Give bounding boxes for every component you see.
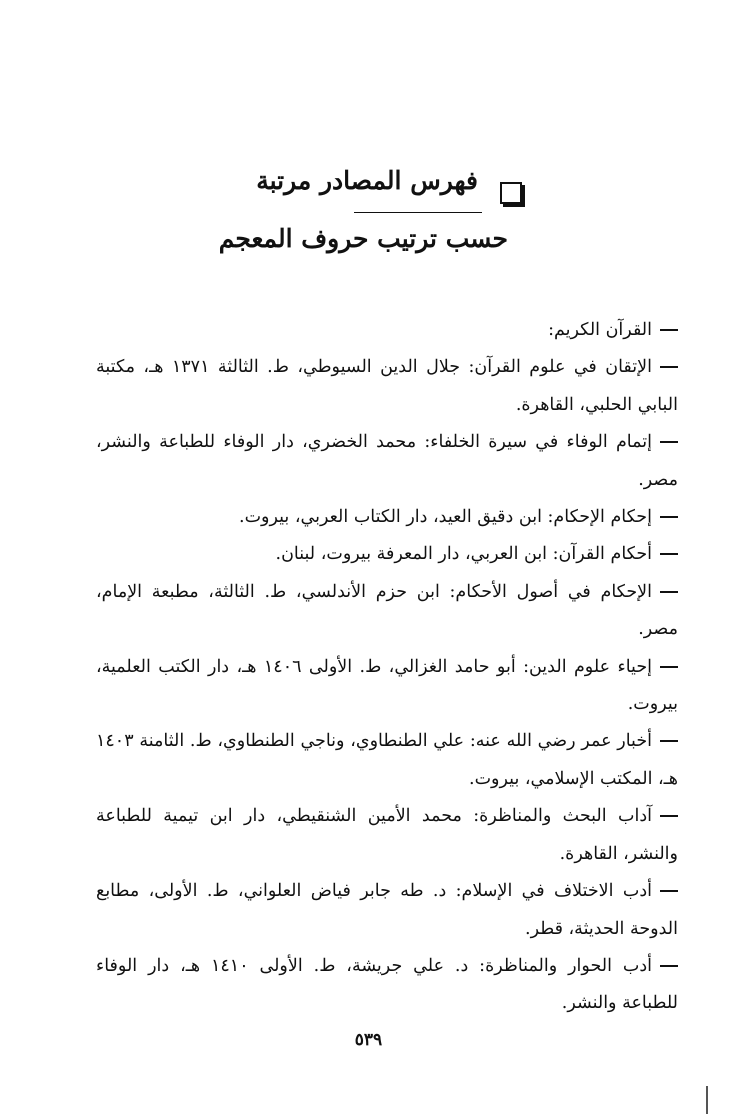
bibliography-list	[96, 312, 678, 1023]
bibliography-entry	[96, 536, 678, 573]
dash-bullet-icon	[660, 516, 678, 518]
chapter-title-line-1: فهرس المصادر مرتبة	[256, 166, 478, 195]
bibliography-entry	[96, 349, 678, 424]
dash-bullet-icon	[660, 815, 678, 817]
entry-text: إحياء علوم الدين: أبو حامد الغزالي، ط. الأولى ١٤٠٦ هـ، دار الكتب العلمية، بيروت.	[96, 656, 678, 715]
dash-bullet-icon	[660, 890, 678, 892]
entry-text: الإتقان في علوم القرآن: جلال الدين السيوطي، ط. الثالثة ١٣٧١ هـ، مكتبة البابي الحلبي، القاهرة.	[96, 357, 678, 415]
bibliography-entry	[96, 424, 678, 499]
bibliography-entry	[96, 649, 678, 724]
entry-text: الإحكام في أصول الأحكام: ابن حزم الأندلسي، ط. الثالثة، مطبعة الإمام، مصر.	[96, 581, 678, 640]
dash-bullet-icon	[660, 666, 678, 668]
dash-bullet-icon	[660, 553, 678, 555]
bibliography-entry	[96, 312, 678, 349]
bibliography-entry	[96, 873, 678, 948]
entry-text: أحكام القرآن: ابن العربي، دار المعرفة بيروت، لبنان.	[275, 544, 652, 565]
bibliography-entry	[96, 798, 678, 873]
entry-text: القرآن الكريم:	[548, 320, 652, 340]
entry-text: إحكام الإحكام: ابن دقيق العيد، دار الكتاب العربي، بيروت.	[239, 507, 652, 528]
dash-bullet-icon	[660, 591, 678, 593]
chapter-title-line-2: حسب ترتيب حروف المعجم	[218, 224, 508, 253]
dash-bullet-icon	[660, 965, 678, 967]
dash-bullet-icon	[660, 329, 678, 331]
page-number: ٥٣٩	[354, 1030, 383, 1050]
dash-bullet-icon	[660, 740, 678, 742]
entry-text: أخبار عمر رضي الله عنه: علي الطنطاوي، وناجي الطنطاوي، ط. الثامنة ١٤٠٣ هـ، المكتب الإسلامي، بيروت.	[96, 731, 678, 789]
scan-edge-mark	[706, 1086, 708, 1114]
title-divider	[354, 212, 482, 213]
bibliography-entry	[96, 574, 678, 649]
dash-bullet-icon	[660, 441, 678, 443]
bibliography-entry	[96, 499, 678, 536]
entry-text: أدب الاختلاف في الإسلام: د. طه جابر فياض العلواني، ط. الأولى، مطابع الدوحة الحديثة، قطر.	[96, 881, 678, 939]
dash-bullet-icon	[660, 366, 678, 368]
chapter-title-block	[218, 160, 530, 270]
entry-text: آداب البحث والمناظرة: محمد الأمين الشنقيطي، دار ابن تيمية للطباعة والنشر، القاهرة.	[96, 806, 678, 864]
entry-text: إتمام الوفاء في سيرة الخلفاء: محمد الخضري، دار الوفاء للطباعة والنشر، مصر.	[96, 432, 678, 490]
boxed-square-icon	[500, 182, 522, 204]
entry-text: أدب الحوار والمناظرة: د. علي جريشة، ط. الأولى ١٤١٠ هـ، دار الوفاء للطباعة والنشر.	[96, 955, 678, 1014]
bibliography-entry	[96, 723, 678, 798]
bibliography-entry	[96, 948, 678, 1023]
